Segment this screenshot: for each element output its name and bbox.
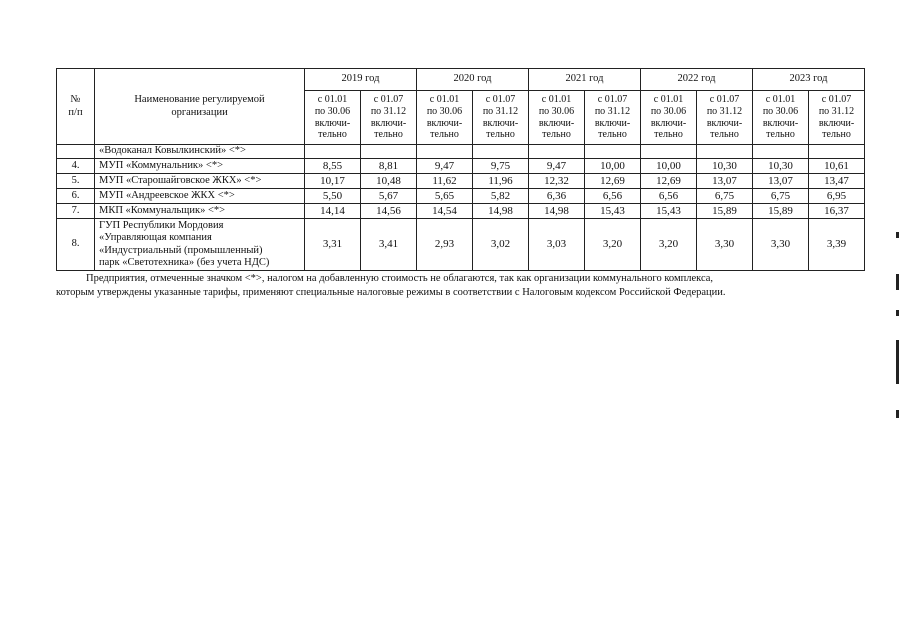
- header-year: 2022 год: [641, 69, 753, 91]
- tariff-value: 15,43: [585, 204, 641, 219]
- row-number: 6.: [57, 189, 95, 204]
- tariff-value: 10,00: [585, 159, 641, 174]
- tariff-value: [753, 145, 809, 159]
- organization-name: ГУП Республики Мордовия «Управляющая компания «Индустриальный (промышленный) парк «Светотехника» (без учета НДС): [95, 219, 305, 271]
- tariff-value: 12,69: [641, 174, 697, 189]
- tariff-value: 3,30: [697, 219, 753, 271]
- tariff-value: 6,75: [753, 189, 809, 204]
- header-year: 2020 год: [417, 69, 529, 91]
- organization-name: МКП «Коммунальщик» <*>: [95, 204, 305, 219]
- table-row: [57, 204, 865, 219]
- header-period-h1: с 01.01 по 30.06 включи- тельно: [641, 91, 697, 145]
- scan-mark: [896, 310, 899, 316]
- tariff-value: 14,98: [529, 204, 585, 219]
- header-num: № п/п: [57, 69, 95, 145]
- table-row: [57, 145, 865, 159]
- tariff-value: 3,02: [473, 219, 529, 271]
- tariff-value: 8,81: [361, 159, 417, 174]
- tariff-value: 3,20: [641, 219, 697, 271]
- tariff-table: [56, 68, 865, 271]
- organization-name: МУП «Коммунальник» <*>: [95, 159, 305, 174]
- tariff-value: 2,93: [417, 219, 473, 271]
- tariff-value: 11,62: [417, 174, 473, 189]
- tariff-value: 10,48: [361, 174, 417, 189]
- tariff-value: 15,43: [641, 204, 697, 219]
- tariff-value: [361, 145, 417, 159]
- tariff-value: [529, 145, 585, 159]
- organization-name: МУП «Андреевское ЖКХ <*>: [95, 189, 305, 204]
- tariff-value: 6,56: [585, 189, 641, 204]
- scan-mark: [896, 410, 899, 418]
- tariff-value: 3,31: [305, 219, 361, 271]
- tariff-value: 14,14: [305, 204, 361, 219]
- tariff-value: [809, 145, 865, 159]
- scan-mark: [896, 274, 899, 290]
- tariff-value: [305, 145, 361, 159]
- tariff-value: 10,00: [641, 159, 697, 174]
- tariff-value: 10,30: [753, 159, 809, 174]
- table-body: [57, 145, 865, 271]
- tariff-value: 14,54: [417, 204, 473, 219]
- header-organization: Наименование регулируемой организации: [95, 69, 305, 145]
- tariff-value: 10,17: [305, 174, 361, 189]
- row-number: 4.: [57, 159, 95, 174]
- footnote-line: Предприятия, отмеченные значком <*>, налогом на добавленную стоимость не облагаются, так как организации коммунального комплекса,: [86, 273, 714, 284]
- row-number: [57, 145, 95, 159]
- tariff-value: 15,89: [697, 204, 753, 219]
- tariff-value: 10,61: [809, 159, 865, 174]
- header-period-h2: с 01.07 по 31.12 включи- тельно: [361, 91, 417, 145]
- tariff-value: 15,89: [753, 204, 809, 219]
- scan-edge-marks: [896, 232, 902, 422]
- tariff-value: 10,30: [697, 159, 753, 174]
- tariff-value: 6,56: [641, 189, 697, 204]
- tariff-value: 12,32: [529, 174, 585, 189]
- tariff-value: 6,36: [529, 189, 585, 204]
- footnote-line: которым утверждены указанные тарифы, применяют специальные налоговые режимы в соответствии с Налоговым кодексом Российской Федерации.: [56, 287, 726, 298]
- header-year: 2021 год: [529, 69, 641, 91]
- tariff-value: 9,47: [417, 159, 473, 174]
- row-number: 7.: [57, 204, 95, 219]
- header-period-h1: с 01.01 по 30.06 включи- тельно: [529, 91, 585, 145]
- header-period-h2: с 01.07 по 31.12 включи- тельно: [697, 91, 753, 145]
- tariff-value: 3,30: [753, 219, 809, 271]
- table-row: [57, 174, 865, 189]
- footnote: [56, 272, 846, 300]
- tariff-value: 6,95: [809, 189, 865, 204]
- tariff-value: 12,69: [585, 174, 641, 189]
- header-period-h1: с 01.01 по 30.06 включи- тельно: [417, 91, 473, 145]
- tariff-value: 5,82: [473, 189, 529, 204]
- organization-name: «Водоканал Ковылкинский» <*>: [95, 145, 305, 159]
- table-row: [57, 159, 865, 174]
- tariff-value: 14,56: [361, 204, 417, 219]
- tariff-value: 5,67: [361, 189, 417, 204]
- row-number: 8.: [57, 219, 95, 271]
- tariff-value: 6,75: [697, 189, 753, 204]
- tariff-value: 13,07: [753, 174, 809, 189]
- tariff-value: 9,47: [529, 159, 585, 174]
- header-period-h2: с 01.07 по 31.12 включи- тельно: [809, 91, 865, 145]
- header-period-h2: с 01.07 по 31.12 включи- тельно: [585, 91, 641, 145]
- tariff-value: 16,37: [809, 204, 865, 219]
- organization-name: МУП «Старошайговское ЖКХ» <*>: [95, 174, 305, 189]
- tariff-value: 13,47: [809, 174, 865, 189]
- tariff-value: 13,07: [697, 174, 753, 189]
- header-year: 2023 год: [753, 69, 865, 91]
- tariff-value: 3,03: [529, 219, 585, 271]
- scan-mark: [896, 340, 899, 384]
- tariff-value: 14,98: [473, 204, 529, 219]
- tariff-value: 9,75: [473, 159, 529, 174]
- table-row: [57, 189, 865, 204]
- tariff-value: 11,96: [473, 174, 529, 189]
- tariff-value: [585, 145, 641, 159]
- table-row: [57, 219, 865, 271]
- header-period-h1: с 01.01 по 30.06 включи- тельно: [305, 91, 361, 145]
- tariff-value: 3,41: [361, 219, 417, 271]
- header-year: 2019 год: [305, 69, 417, 91]
- header-period-h2: с 01.07 по 31.12 включи- тельно: [473, 91, 529, 145]
- row-number: 5.: [57, 174, 95, 189]
- tariff-value: [641, 145, 697, 159]
- tariff-value: [417, 145, 473, 159]
- tariff-value: [697, 145, 753, 159]
- tariff-value: 3,39: [809, 219, 865, 271]
- tariff-value: 8,55: [305, 159, 361, 174]
- tariff-value: 5,50: [305, 189, 361, 204]
- tariff-value: [473, 145, 529, 159]
- tariff-value: 5,65: [417, 189, 473, 204]
- tariff-value: 3,20: [585, 219, 641, 271]
- header-period-h1: с 01.01 по 30.06 включи- тельно: [753, 91, 809, 145]
- scan-mark: [896, 232, 899, 238]
